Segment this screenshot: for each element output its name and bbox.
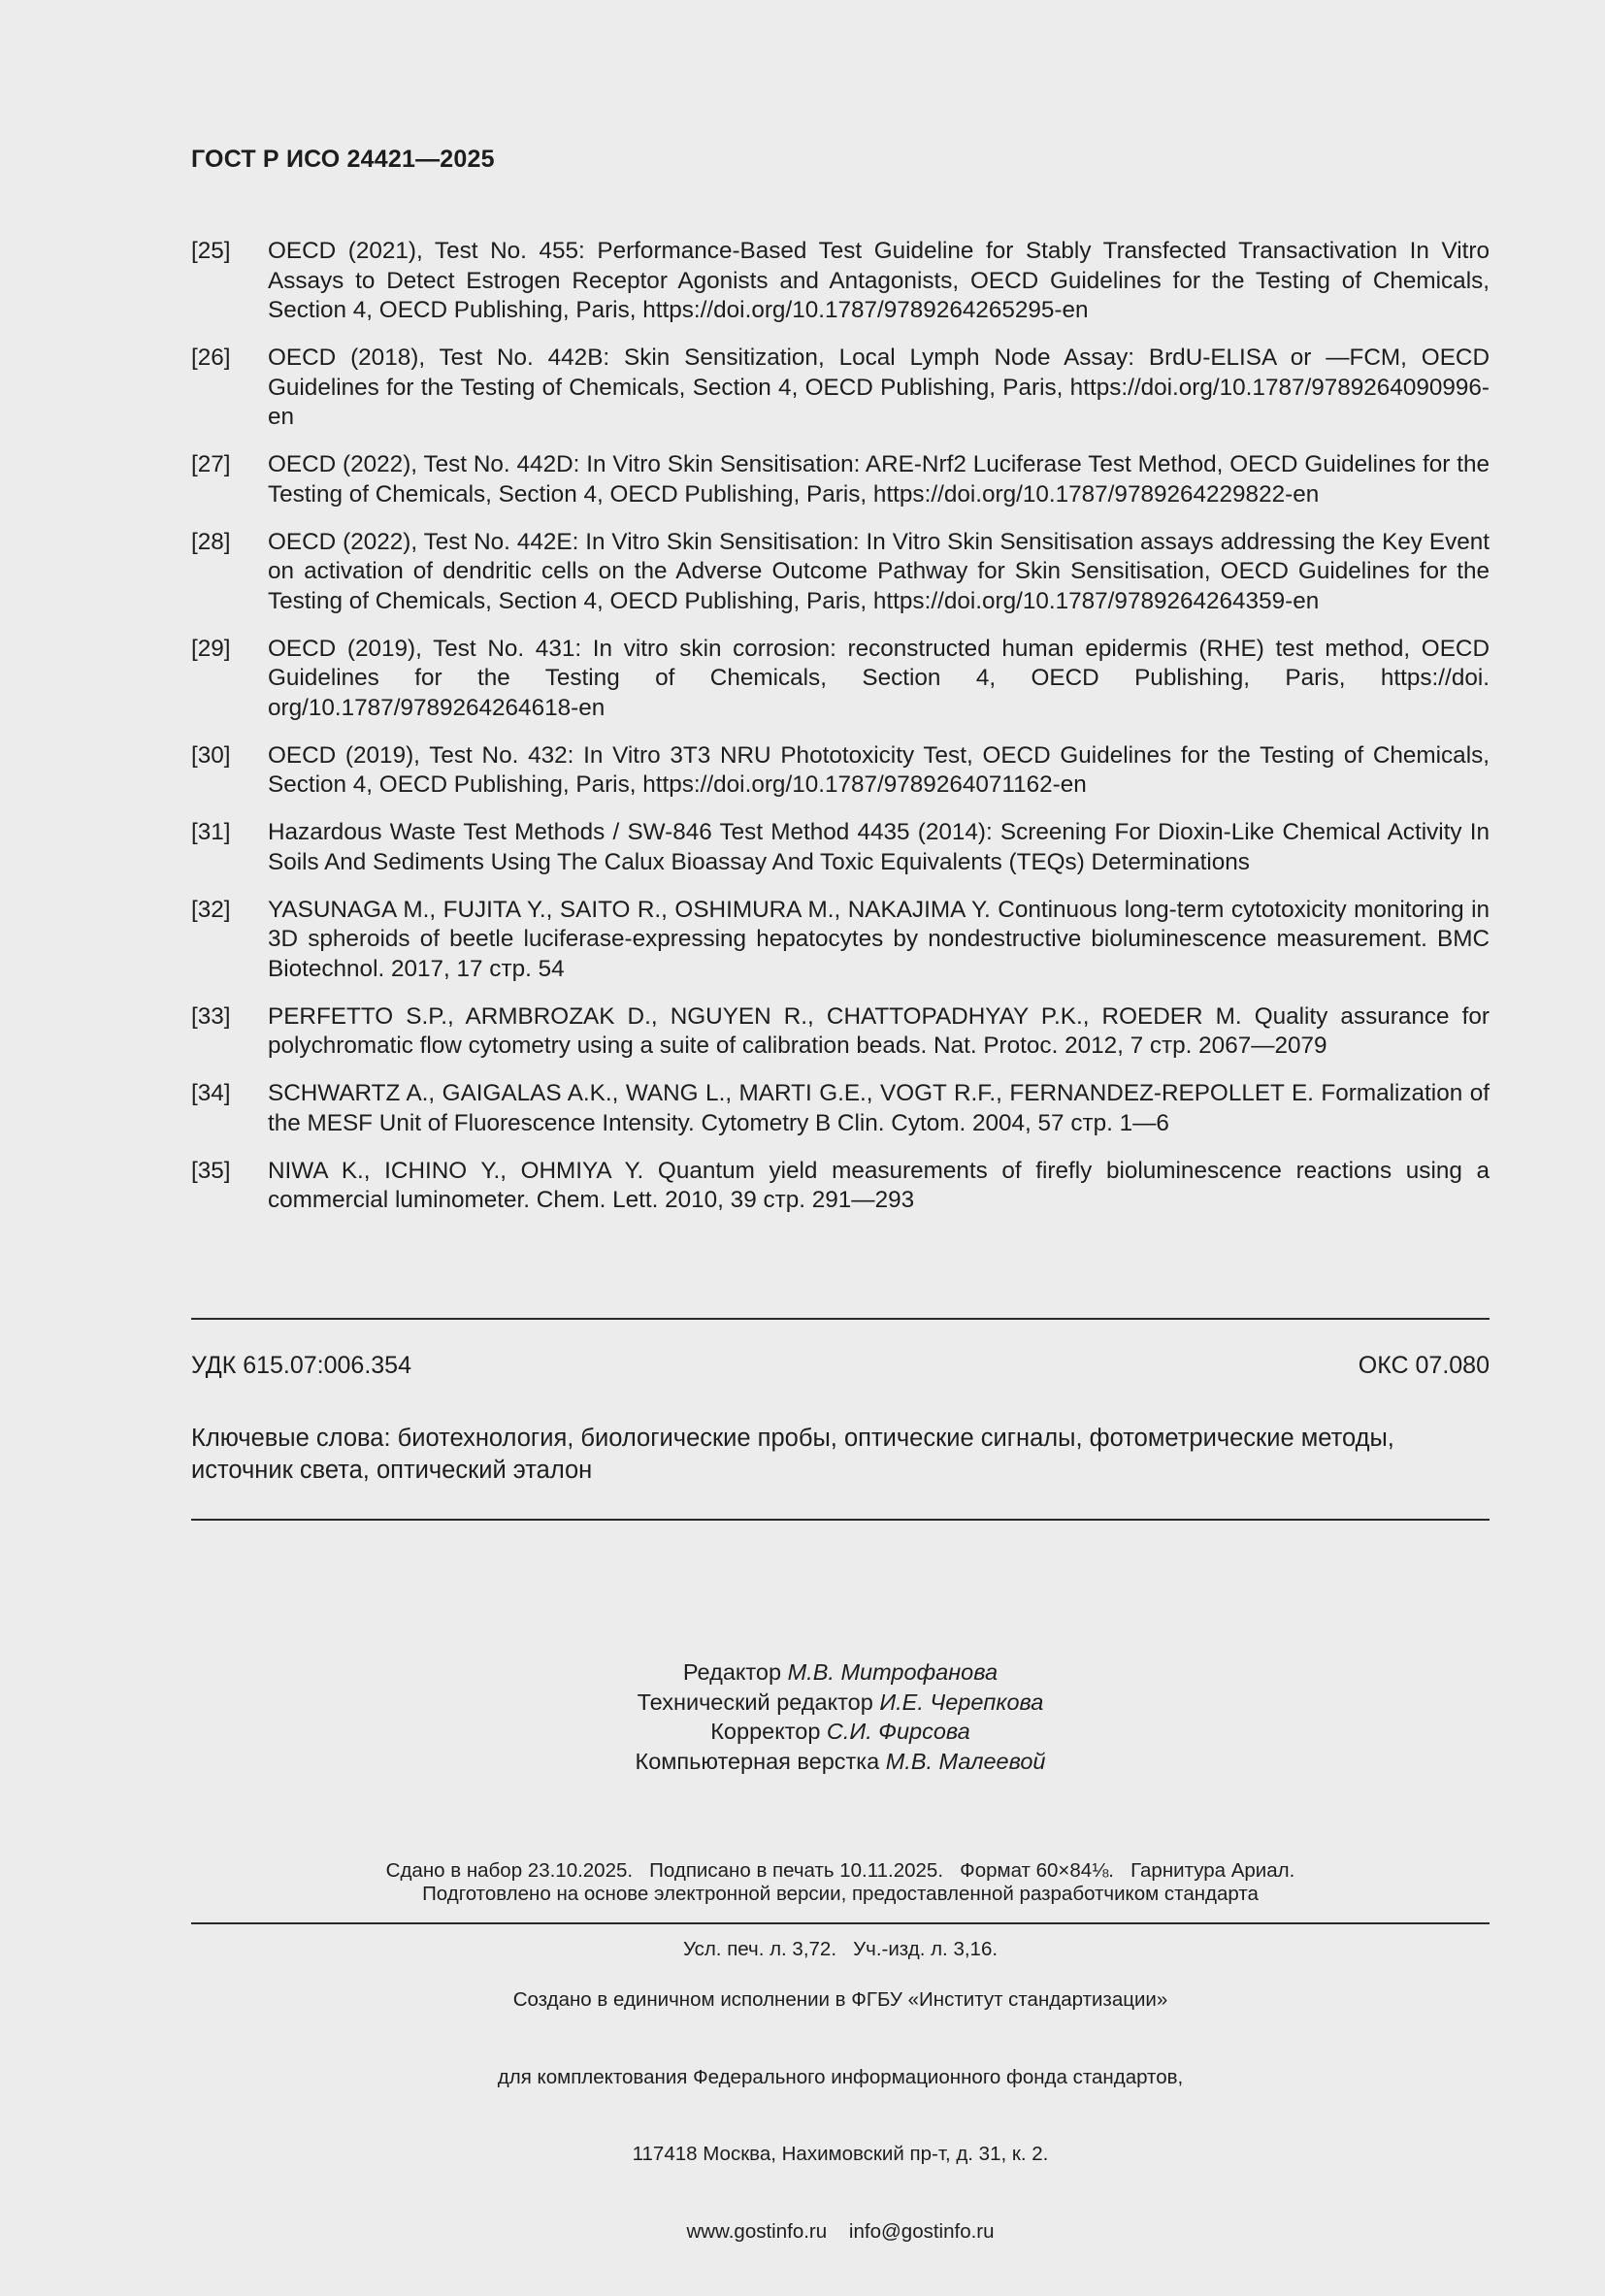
reference-number: [33] xyxy=(191,1002,231,1030)
reference-item xyxy=(191,1157,1490,1216)
imprint xyxy=(191,1936,1490,2296)
editorial-staff xyxy=(191,1657,1490,1776)
reference-text: OECD (2019), Test No. 431: In vitro skin corrosion: reconstructed human epidermis (RHE) test method, OECD Guidelines for the Testing of Chemicals, Section 4, OECD Publishing, Paris, https://doi. org/10.1787/9789264264618-en xyxy=(268,635,1490,721)
staff-name: С.И. Фирсова xyxy=(826,1719,970,1744)
reference-number: [35] xyxy=(191,1157,231,1184)
reference-item xyxy=(191,896,1490,985)
reference-item xyxy=(191,1079,1490,1138)
udc-code: УДК 615.07:006.354 xyxy=(191,1352,411,1379)
imprint-line: для комплектования Федерального информационного фонда стандартов, xyxy=(497,2065,1184,2088)
staff-role: Корректор xyxy=(710,1719,821,1744)
staff-name: М.В. Малеевой xyxy=(885,1748,1046,1774)
staff-role: Редактор xyxy=(682,1659,782,1685)
staff-name: И.Е. Черепкова xyxy=(879,1689,1044,1715)
reference-item xyxy=(191,1002,1490,1062)
document-title: ГОСТ Р ИСО 24421—2025 xyxy=(191,146,495,173)
imprint-line: Создано в единичном исполнении в ФГБУ «Институт стандартизации» xyxy=(512,1988,1168,2011)
section-divider xyxy=(191,1318,1490,1320)
imprint-line: www.gostinfo.ru info@gostinfo.ru xyxy=(686,2219,995,2243)
reference-text: SCHWARTZ A., GAIGALAS A.K., WANG L., MARTI G.E., VOGT R.F., FERNANDEZ-REPOLLET E. Formalization of the MESF Unit of Fluorescence Intensity. Cytometry B Clin. Cytom. 2004, 57 стр. 1—6 xyxy=(268,1080,1490,1136)
reference-item xyxy=(191,635,1490,724)
reference-item xyxy=(191,344,1490,433)
classification-row xyxy=(191,1352,1490,1380)
reference-text: Hazardous Waste Test Methods / SW-846 Test Method 4435 (2014): Screening For Dioxin-Like Chemical Activity In Soils And Sediments Using The Calux Bioassay And Toxic Equivalents (TEQs) Determinations xyxy=(268,819,1490,875)
staff-line xyxy=(191,1717,1490,1747)
reference-item xyxy=(191,450,1490,509)
reference-text: OECD (2019), Test No. 432: In Vitro 3T3 NRU Phototoxicity Test, OECD Guidelines for the Testing of Chemicals, Section 4, OECD Publishing, Paris, https://doi.org/10.1787/9789264071162-en xyxy=(268,741,1490,798)
section-divider xyxy=(191,1922,1490,1924)
reference-number: [28] xyxy=(191,528,231,555)
print-info-line: Сдано в набор 23.10.2025. Подписано в печать 10.11.2025. Формат 60×84⅛. Гарнитура Ариал. xyxy=(385,1859,1295,1882)
reference-number: [34] xyxy=(191,1080,231,1106)
oks-code: ОКС 07.080 xyxy=(1358,1352,1490,1379)
reference-item xyxy=(191,237,1490,326)
staff-role: Компьютерная верстка xyxy=(635,1748,880,1774)
reference-text: OECD (2018), Test No. 442B: Skin Sensitization, Local Lymph Node Assay: BrdU-ELISA or —FCM, OECD Guidelines for the Testing of Chemicals, Section 4, OECD Publishing, Paris, https://doi.org/10.1787/9789264090996-en xyxy=(268,344,1490,430)
reference-text: OECD (2022), Test No. 442E: In Vitro Skin Sensitisation: In Vitro Skin Sensitisation assays addressing the Key Event on activation of dendritic cells on the Adverse Outcome Pathway for Skin Sensitisation, OECD Guidelines for the Testing of Chemicals, Section 4, OECD Publishing, Paris, https://doi.org/10.1787/9789264264359-en xyxy=(268,528,1490,614)
staff-line xyxy=(191,1657,1490,1688)
reference-item xyxy=(191,741,1490,801)
prepared-note: Подготовлено на основе электронной версии, предоставленной разработчиком стандарта xyxy=(422,1883,1259,1905)
reference-number: [27] xyxy=(191,451,231,477)
reference-number: [32] xyxy=(191,896,231,923)
section-divider xyxy=(191,1519,1490,1521)
reference-text: OECD (2022), Test No. 442D: In Vitro Skin Sensitisation: ARE-Nrf2 Luciferase Test Method, OECD Guidelines for the Testing of Chemicals, Section 4, OECD Publishing, Paris, https://doi.org/10.1787/9789264229822-en xyxy=(268,451,1490,508)
imprint-line: 117418 Москва, Нахимовский пр-т, д. 31, к. 2. xyxy=(632,2143,1049,2165)
reference-number: [31] xyxy=(191,819,231,845)
staff-name: М.В. Митрофанова xyxy=(787,1659,999,1685)
reference-number: [25] xyxy=(191,238,231,264)
reference-number: [30] xyxy=(191,741,231,769)
reference-text: NIWA K., ICHINO Y., OHMIYA Y. Quantum yield measurements of firefly bioluminescence reactions using a commercial luminometer. Chem. Lett. 2010, 39 стр. 291—293 xyxy=(268,1157,1490,1213)
reference-text: YASUNAGA M., FUJITA Y., SAITO R., OSHIMURA M., NAKAJIMA Y. Continuous long-term cytotoxicity monitoring in 3D spheroids of beetle luciferase-expressing hepatocytes by nondestructive bioluminescence measurement. BMC Biotechnol. 2017, 17 стр. 54 xyxy=(268,896,1490,982)
reference-text: PERFETTO S.P., ARMBROZAK D., NGUYEN R., CHATTOPADHYAY P.K., ROEDER M. Quality assurance for polychromatic flow cytometry using a suite of calibration beads. Nat. Protoc. 2012, 7 стр. 2067—2079 xyxy=(268,1002,1490,1059)
reference-item xyxy=(191,818,1490,877)
bibliography-list xyxy=(191,237,1490,1233)
reference-item xyxy=(191,528,1490,617)
reference-text: OECD (2021), Test No. 455: Performance-Based Test Guideline for Stably Transfected Transactivation In Vitro Assays to Detect Estrogen Receptor Agonists and Antagonists, OECD Guidelines for the Testing of Chemicals, Section 4, OECD Publishing, Paris, https://doi.org/10.1787/9789264265295-en xyxy=(268,238,1490,323)
staff-role: Технический редактор xyxy=(637,1689,873,1715)
staff-line xyxy=(191,1747,1490,1777)
reference-number: [29] xyxy=(191,635,231,662)
print-info-line: Усл. печ. л. 3,72. Уч.-изд. л. 3,16. xyxy=(682,1938,999,1960)
keywords: Ключевые слова: биотехнология, биологические пробы, оптические сигналы, фотометрические методы, источник света, оптический эталон xyxy=(191,1425,1394,1484)
staff-line xyxy=(191,1688,1490,1718)
reference-number: [26] xyxy=(191,344,231,371)
